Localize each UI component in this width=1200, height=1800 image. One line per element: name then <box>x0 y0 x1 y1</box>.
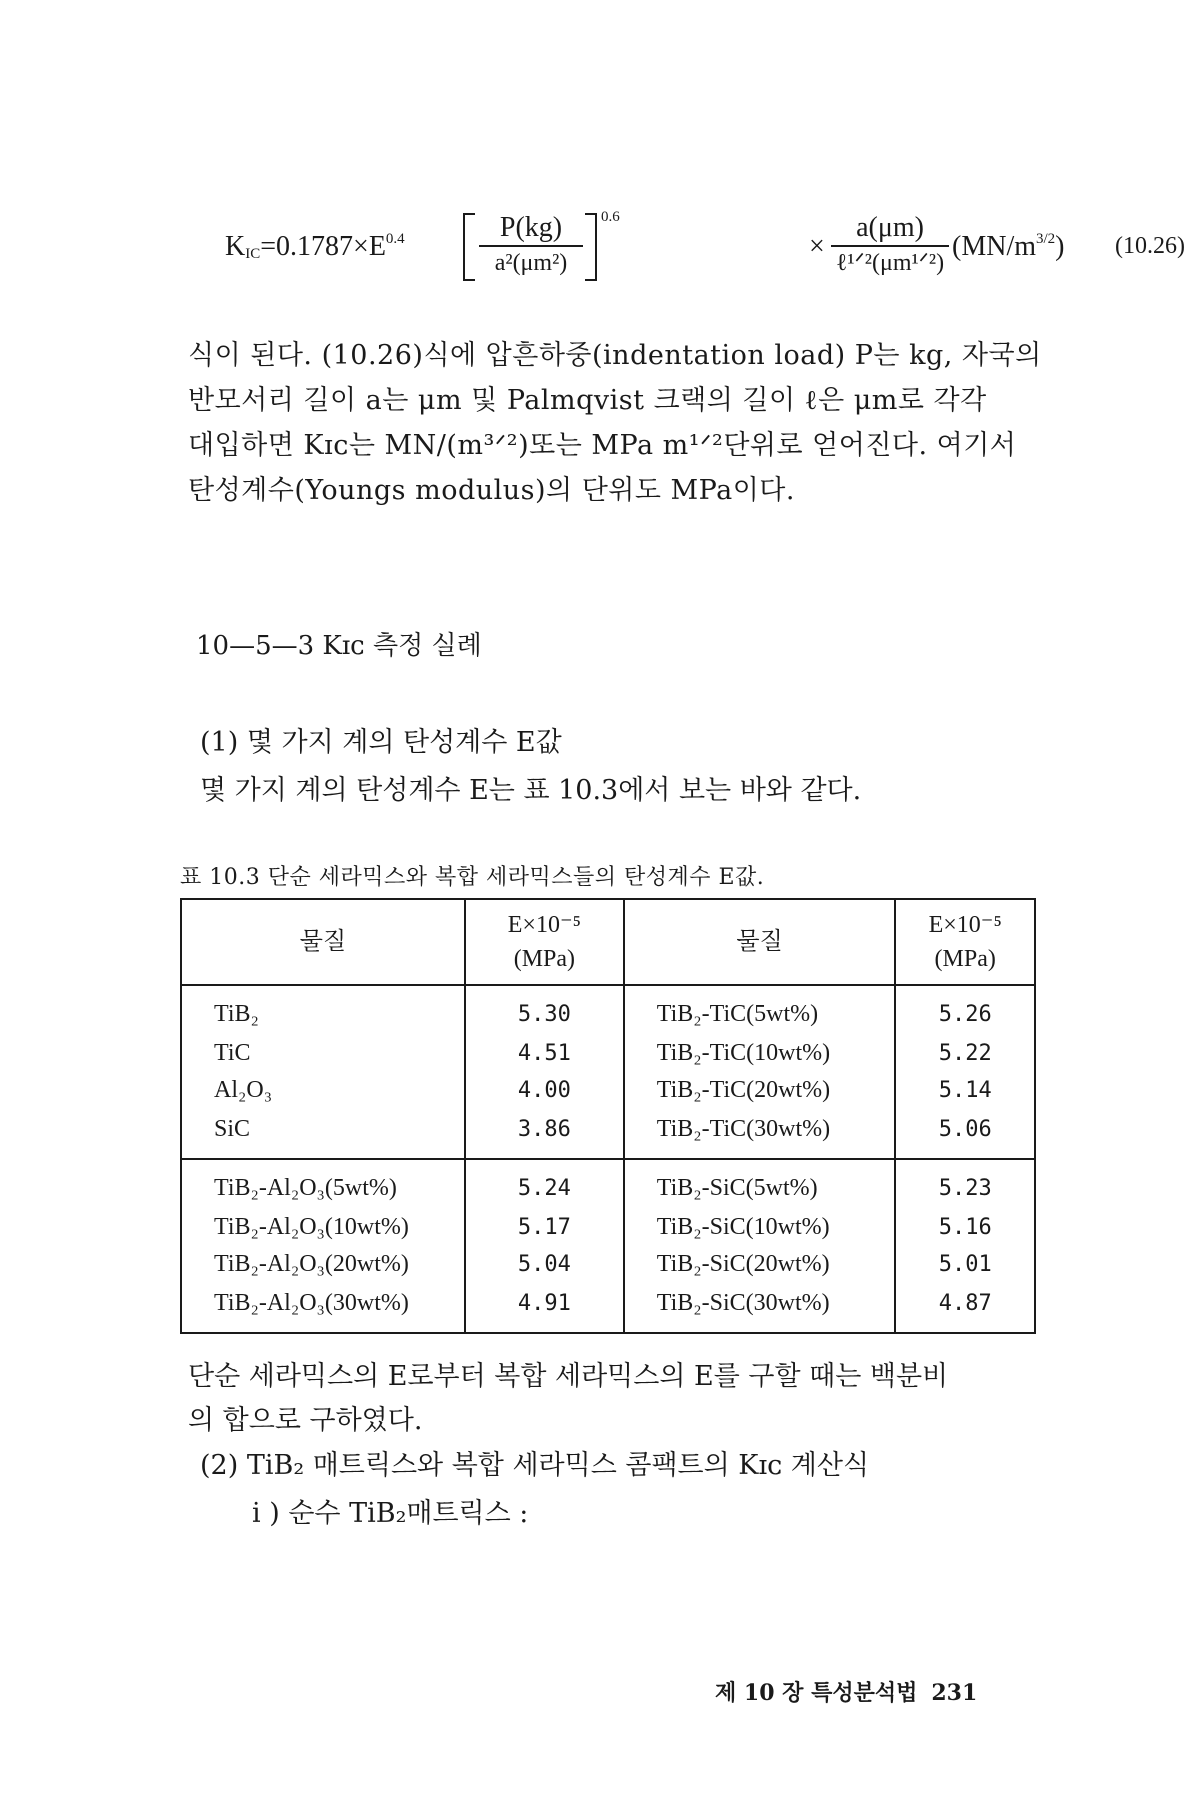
table-row <box>181 1209 1035 1246</box>
cell-value: 5.01 <box>895 1246 1035 1283</box>
cell-material: TiB₂-Al₂O₃(5wt%) <box>181 1159 465 1209</box>
cell-material: TiB₂-SiC(10wt%) <box>624 1209 896 1246</box>
header-modulus-unit: (MPa) <box>934 946 996 972</box>
cell-material: TiC <box>181 1035 465 1072</box>
cell-value: 5.06 <box>895 1109 1035 1159</box>
cell-material: TiB₂-SiC(30wt%) <box>624 1283 896 1333</box>
header-material-2: 물질 <box>624 899 896 985</box>
cell-value: 5.23 <box>895 1159 1035 1209</box>
fraction-crack <box>831 211 949 279</box>
elastic-modulus-table <box>180 898 1036 1334</box>
cell-material: TiB₂ <box>181 985 465 1035</box>
table-row <box>181 1072 1035 1109</box>
cell-value: 5.14 <box>895 1072 1035 1109</box>
formula-exponent-06: 0.6 <box>601 209 620 225</box>
paragraph-line: 식이 된다. (10.26)식에 압흔하중(indentation load) P는 kg, 자국의 <box>188 340 1042 371</box>
cell-value: 3.86 <box>465 1109 624 1159</box>
fraction-load-numerator: P(kg) <box>499 212 563 243</box>
left-bracket <box>463 213 475 281</box>
table-row <box>181 985 1035 1035</box>
cell-material: SiC <box>181 1109 465 1159</box>
paragraph-line: 반모서리 길이 a는 μm 및 Palmqvist 크랙의 길이 ℓ은 μm로 각각 <box>188 385 987 416</box>
header-material-1: 물질 <box>181 899 465 985</box>
cell-value: 5.17 <box>465 1209 624 1246</box>
paragraph-line: 단순 세라믹스의 E로부터 복합 세라믹스의 E를 구할 때는 백분비 <box>188 1361 949 1392</box>
fraction-load <box>479 211 583 279</box>
header-modulus-2 <box>895 899 1035 985</box>
right-bracket <box>585 213 597 281</box>
subsection-item-i: i ) 순수 TiB₂매트릭스 : <box>252 1498 529 1529</box>
header-modulus-label: E×10⁻⁵ <box>507 912 581 938</box>
cell-material: TiB₂-SiC(20wt%) <box>624 1246 896 1283</box>
fraction-crack-denominator: ℓ¹ᐟ²(μm¹ᐟ²) <box>835 250 945 276</box>
cell-material: TiB₂-Al₂O₃(20wt%) <box>181 1246 465 1283</box>
cell-value: 5.04 <box>465 1246 624 1283</box>
times-sign: × <box>809 231 825 262</box>
header-modulus-1 <box>465 899 624 985</box>
cell-material: TiB₂-TiC(30wt%) <box>624 1109 896 1159</box>
cell-material: TiB₂-SiC(5wt%) <box>624 1159 896 1209</box>
cell-value: 5.22 <box>895 1035 1035 1072</box>
paragraph-line: 대입하면 Kɪᴄ는 MN/(m³ᐟ²)또는 MPa m¹ᐟ²단위로 얻어진다. 여기서 <box>188 430 1017 461</box>
subsection-text-1: 몇 가지 계의 탄성계수 E는 표 10.3에서 보는 바와 같다. <box>200 775 862 806</box>
subsection-heading-1: (1) 몇 가지 계의 탄성계수 E값 <box>200 727 562 758</box>
table-row <box>181 1283 1035 1333</box>
paragraph-line: 의 합으로 구하였다. <box>188 1405 423 1436</box>
cell-material: Al₂O₃ <box>181 1072 465 1109</box>
formula-10-26 <box>225 205 1185 295</box>
formula-unit <box>952 231 1065 263</box>
page-footer <box>715 1676 977 1707</box>
subsection-heading-2: (2) TiB₂ 매트릭스와 복합 세라믹스 콤팩트의 Kɪᴄ 계산식 <box>200 1450 870 1481</box>
table-header-row <box>181 899 1035 985</box>
formula-k: K <box>225 231 246 262</box>
formula-lhs <box>225 231 405 263</box>
equation-number: (10.26) <box>1115 233 1185 259</box>
paragraph-1 <box>188 333 1048 513</box>
unit-superscript: 3/2 <box>1036 231 1056 247</box>
fraction-load-denominator: a²(μm²) <box>494 250 568 276</box>
table-row <box>181 1159 1035 1209</box>
page-number: 231 <box>931 1680 978 1706</box>
cell-value: 4.00 <box>465 1072 624 1109</box>
cell-material: TiB₂-Al₂O₃(30wt%) <box>181 1283 465 1333</box>
table-row <box>181 1035 1035 1072</box>
table-row <box>181 1246 1035 1283</box>
fraction-crack-numerator: a(μm) <box>856 212 924 243</box>
unit-text: (MN/m <box>952 231 1036 262</box>
cell-material: TiB₂-TiC(5wt%) <box>624 985 896 1035</box>
cell-value: 5.16 <box>895 1209 1035 1246</box>
formula-k-subscript: IC <box>245 246 261 262</box>
cell-value: 4.87 <box>895 1283 1035 1333</box>
unit-close: ) <box>1055 231 1065 262</box>
cell-value: 4.91 <box>465 1283 624 1333</box>
cell-value: 4.51 <box>465 1035 624 1072</box>
footer-chapter: 제 10 장 특성분석법 <box>715 1680 918 1706</box>
header-modulus-unit: (MPa) <box>513 946 576 972</box>
cell-value: 5.30 <box>465 985 624 1035</box>
table-caption: 표 10.3 단순 세라믹스와 복합 세라믹스들의 탄성계수 E값. <box>180 865 765 890</box>
cell-material: TiB₂-TiC(10wt%) <box>624 1035 896 1072</box>
formula-coefficient: =0.1787×E <box>260 231 386 262</box>
cell-material: TiB₂-Al₂O₃(10wt%) <box>181 1209 465 1246</box>
cell-value: 5.26 <box>895 985 1035 1035</box>
paragraph-line: 탄성계수(Youngs modulus)의 단위도 MPa이다. <box>188 475 795 506</box>
paragraph-2 <box>188 1355 1068 1443</box>
section-heading: 10—5—3 Kɪᴄ 측정 실례 <box>196 631 482 661</box>
table-row <box>181 1109 1035 1159</box>
formula-exponent-04: 0.4 <box>385 231 405 247</box>
cell-value: 5.24 <box>465 1159 624 1209</box>
header-modulus-label: E×10⁻⁵ <box>928 912 1002 938</box>
cell-material: TiB₂-TiC(20wt%) <box>624 1072 896 1109</box>
